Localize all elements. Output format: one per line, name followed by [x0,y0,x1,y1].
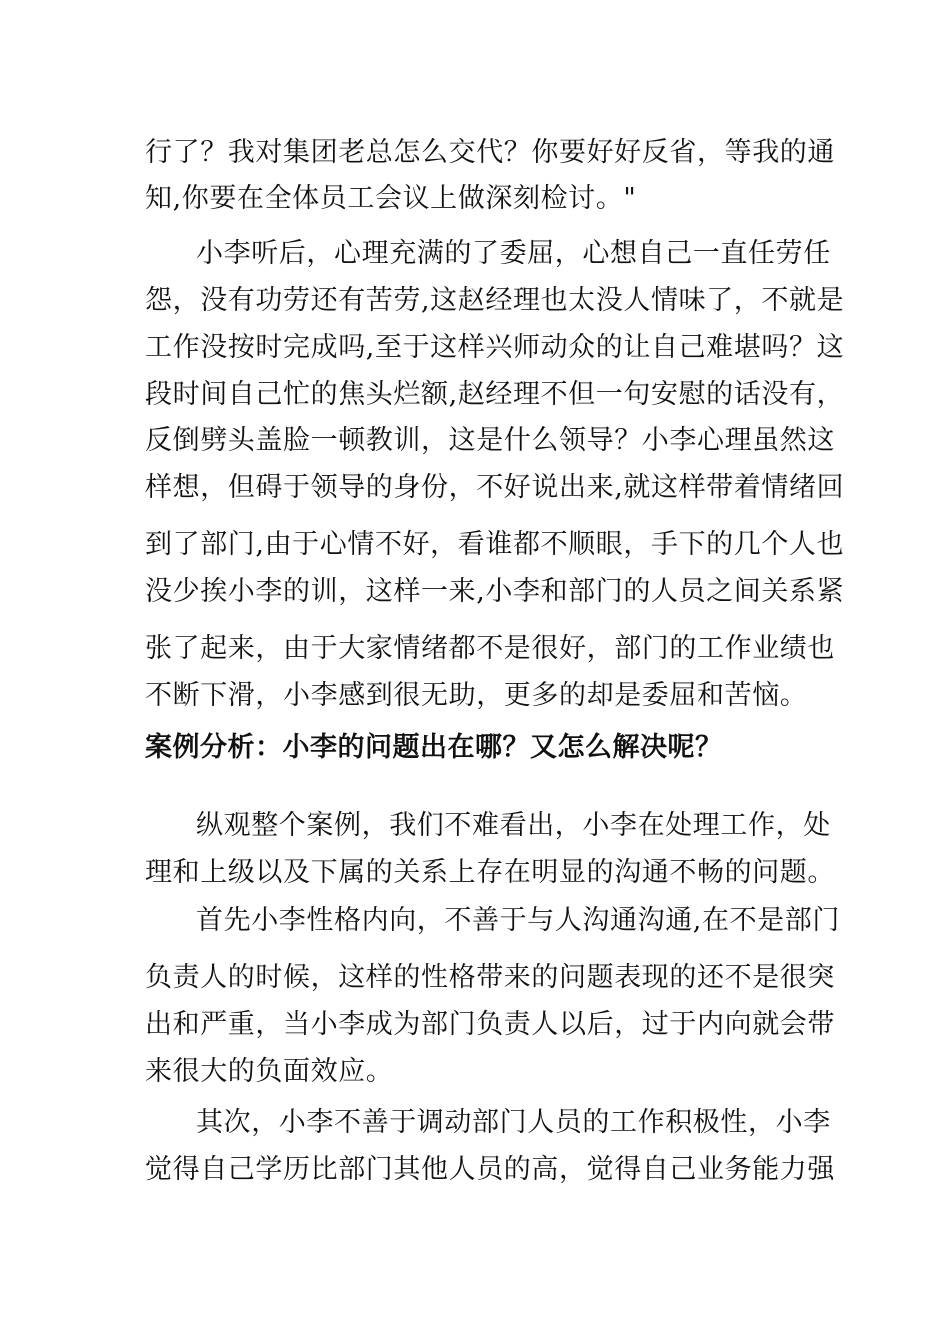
text-line: 样想，但碍于领导的身份，不好说出来,就这样带着情绪回 [145,472,845,503]
text-line: 负责人的时候，这样的性格带来的问题表现的还不是很突 [145,962,835,993]
text-line: 理和上级以及下属的关系上存在明显的沟通不畅的问题。 [145,857,835,888]
text-line: 其次，小李不善于调动部门人员的工作积极性，小李 [196,1107,831,1138]
text-line: 怨，没有功劳还有苦劳,这赵经理也太没人情味了，不就是 [145,285,845,316]
text-line: 纵观整个案例，我们不难看出，小李在处理工作，处 [196,810,831,841]
text-line: 张了起来，由于大家情绪都不是很好，部门的工作业绩也 [145,633,835,664]
text-line: 到了部门,由于心情不好，看谁都不顺眼，手下的几个人也 [145,529,845,560]
text-line: 段时间自己忙的焦头烂额,赵经理不但一句安慰的话没有， [145,379,845,410]
text-line: 觉得自己学历比部门其他人员的高，觉得自己业务能力强 [145,1154,835,1185]
text-line: 出和严重，当小李成为部门负责人以后，过于内向就会带 [145,1009,835,1040]
text-line: 首先小李性格内向，不善于与人沟通沟通,在不是部门 [196,905,840,936]
text-line: 不断下滑，小李感到很无助，更多的却是委屈和苦恼。 [145,680,808,711]
text-line: 来很大的负面效应。 [145,1056,394,1087]
section-heading: 案例分析：小李的问题出在哪？又怎么解决呢？ [145,732,723,763]
text-line: 知,你要在全体员工会议上做深刻检讨。" [145,183,637,214]
text-line: 工作没按时完成吗,至于这样兴师动众的让自己难堪吗？这 [145,332,845,363]
text-line: 没少挨小李的训，这样一来,小李和部门的人员之间关系紧 [145,576,845,607]
text-line: 行了？我对集团老总怎么交代？你要好好反省，等我的通 [145,137,835,168]
text-line: 小李听后，心理充满的了委屈，心想自己一直任劳任 [196,238,831,269]
text-line: 反倒劈头盖脸一顿教训，这是什么领导？小李心理虽然这 [145,425,835,456]
